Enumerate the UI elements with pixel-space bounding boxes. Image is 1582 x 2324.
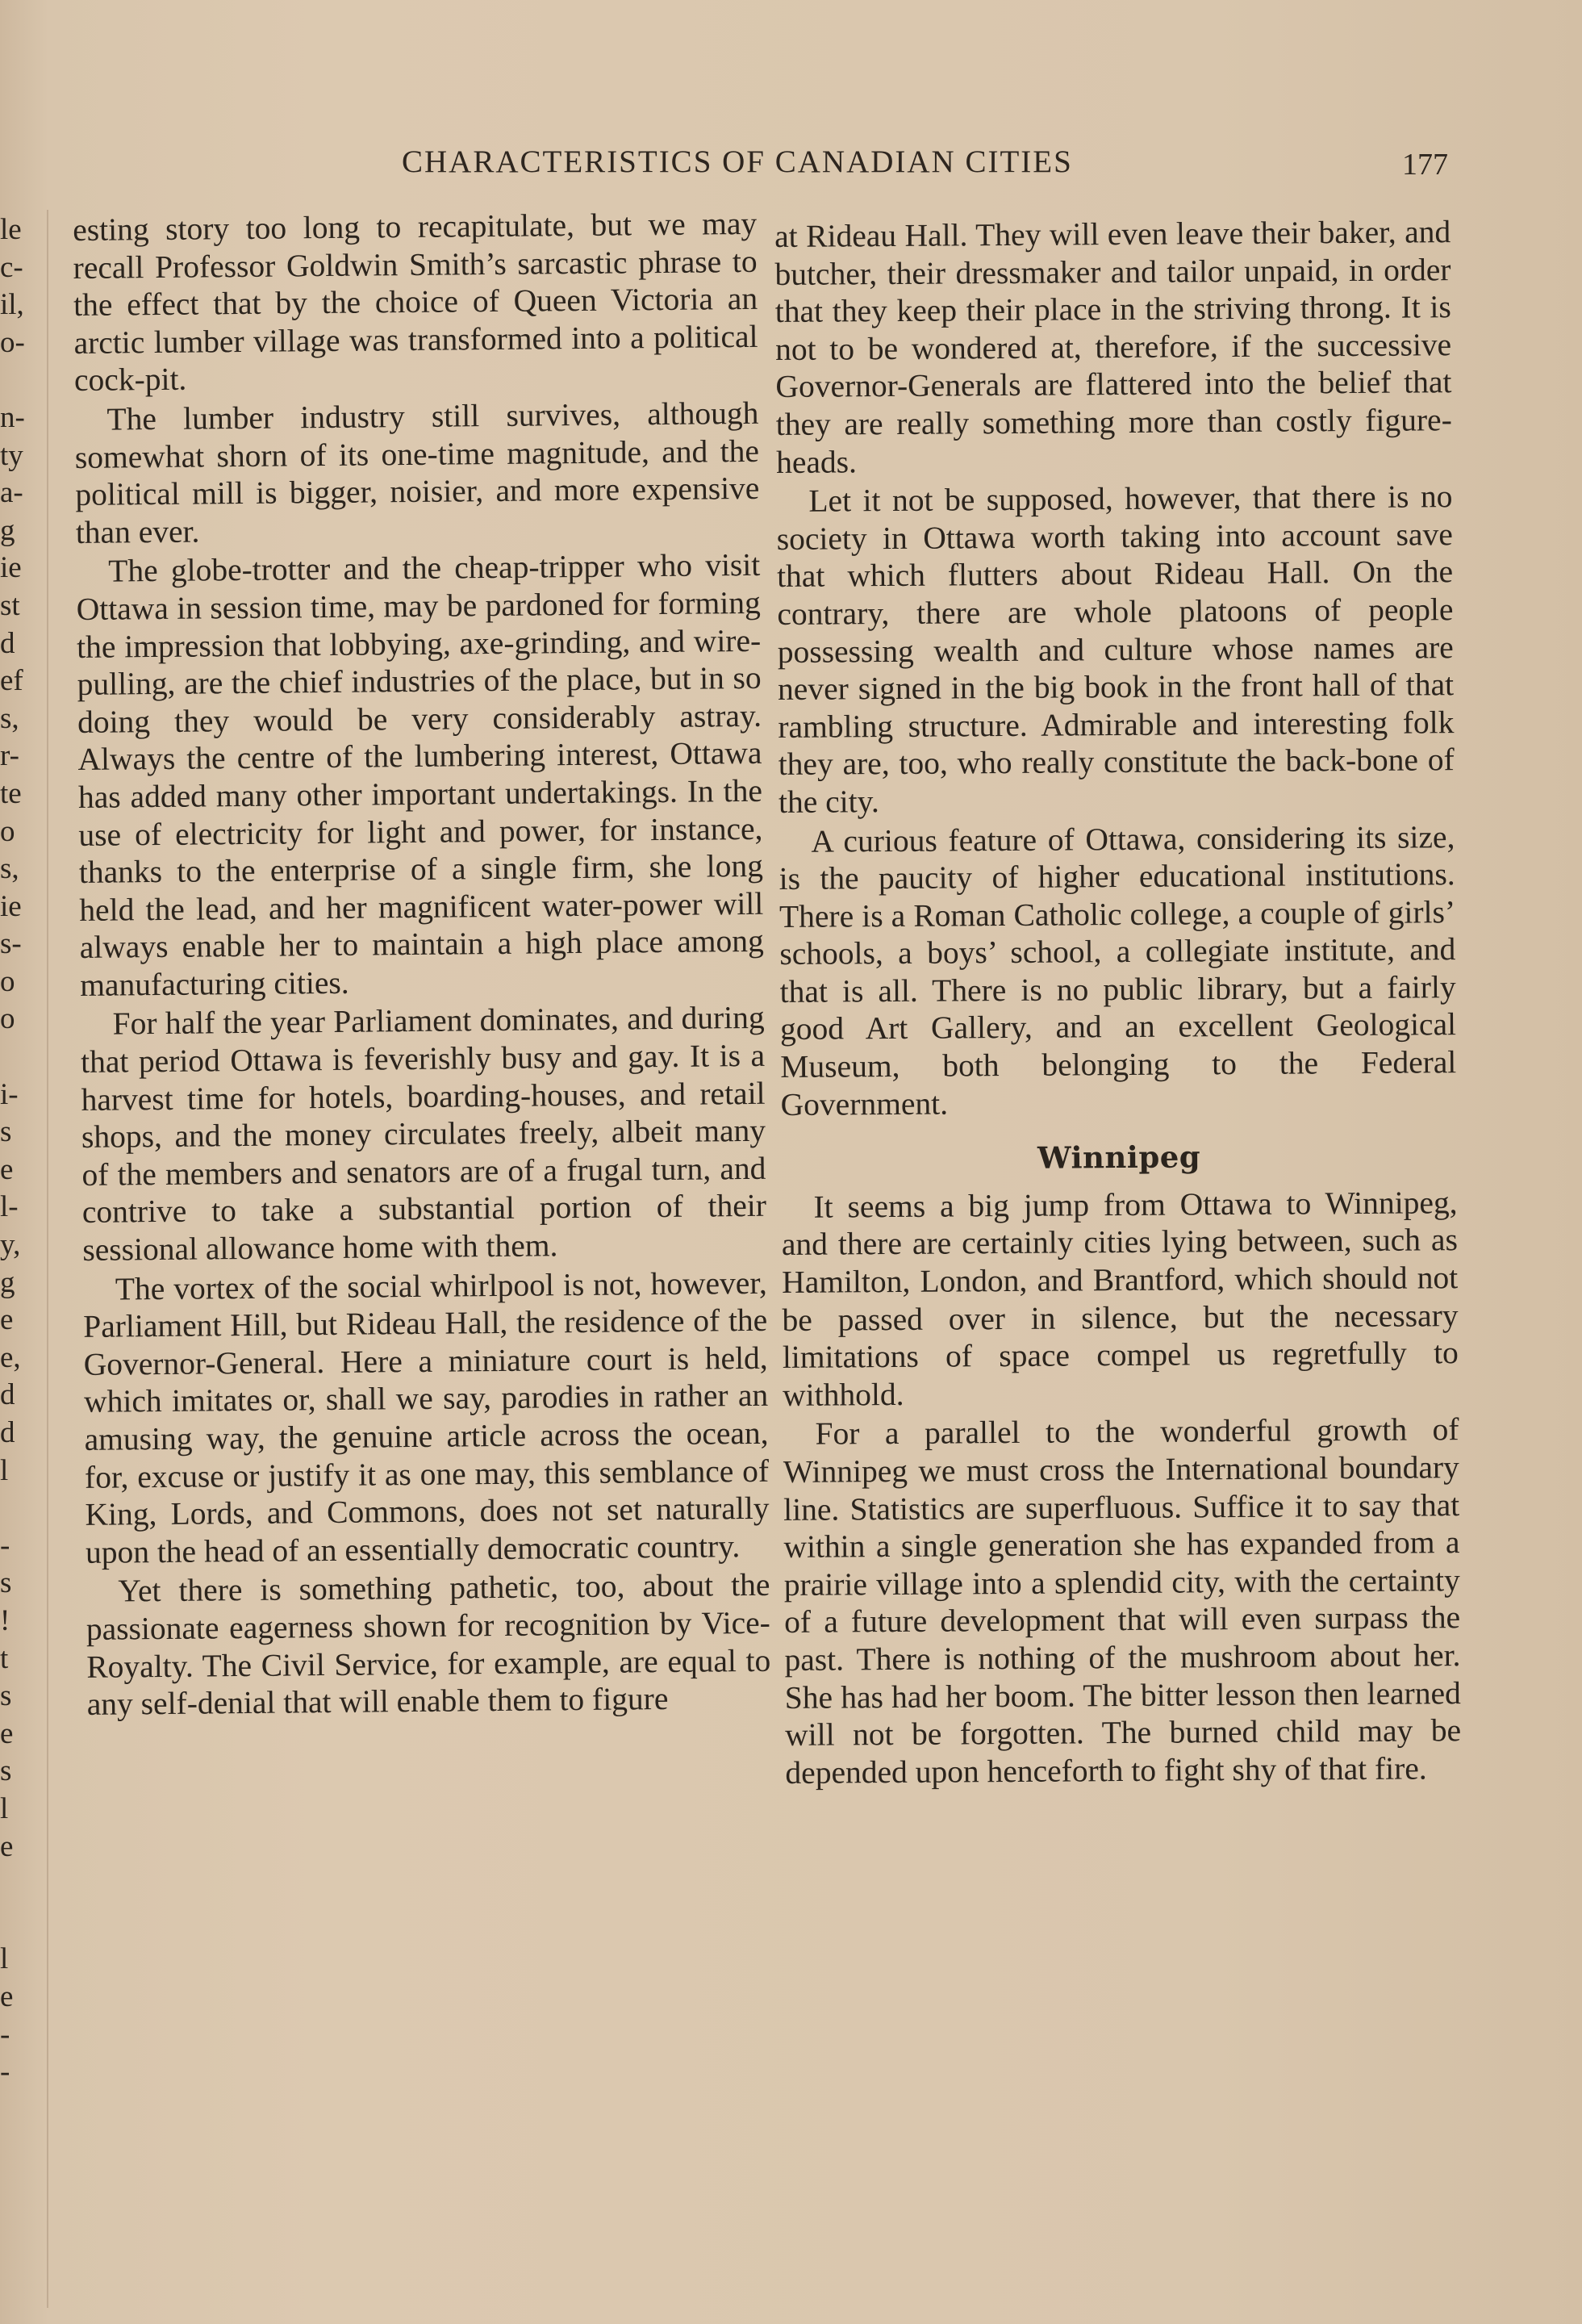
margin-fragment: te — [0, 776, 22, 810]
margin-fragment: e, — [0, 1340, 21, 1374]
margin-fragment: - — [0, 1528, 10, 1562]
margin-fragment: s — [0, 1679, 12, 1713]
margin-fragment: g — [0, 513, 15, 547]
left-paragraph-1: esting story too long to recapitulate, but we may recall Professor Goldwin Smith’s sarcastic phrase to the effect that by the choice of Queen Victoria an arctic lumber village was transformed into a political cock-pit. — [73, 205, 758, 399]
margin-fragment: e — [0, 1979, 14, 2013]
margin-fragment — [0, 1039, 34, 1076]
margin-fragment: l — [0, 1453, 9, 1487]
right-paragraph-1: at Rideau Hall. They will even leave their baker, and butcher, their dressmaker and tailor unpaid, in order that they keep their place in the striving throng. It is not to be wondered at, therefore, if the successive Governor-Generals are flattered into the belief that they are really something more than costly figure-heads. — [774, 214, 1452, 480]
margin-fragment: n- — [0, 400, 25, 434]
margin-fragment: o — [0, 1002, 15, 1036]
margin-fragment: t — [0, 1641, 9, 1675]
margin-fragment: l- — [0, 1190, 19, 1224]
left-column — [73, 205, 771, 1724]
margin-fragment: s — [0, 1115, 12, 1149]
right-column — [774, 213, 1462, 1791]
section-heading-winnipeg: Winnipeg — [1037, 1139, 1201, 1177]
left-paragraph-4: For half the year Parliament dominates, and during that period Ottawa is feverishly busy and gay. It is a harvest time for hotels, boarding-houses, and retail shops, and the money circulates freely, albeit many of the members and senators are of a frugal turn, and contrive to take a substantial portion of their sessional allowance home with them. — [80, 1000, 767, 1268]
margin-fragment — [0, 1866, 34, 1904]
margin-fragment: d — [0, 626, 15, 660]
margin-fragment: o — [0, 814, 15, 848]
previous-page-margin-fragments — [0, 211, 34, 2092]
margin-fragment: st — [0, 588, 20, 622]
margin-fragment: c- — [0, 250, 23, 284]
margin-fragment: y, — [0, 1228, 21, 1262]
margin-fragment: ef — [0, 664, 23, 698]
margin-fragment: s, — [0, 852, 19, 886]
margin-fragment: - — [0, 2055, 10, 2089]
running-title: CHARACTERISTICS OF CANADIAN CITIES — [402, 144, 1073, 179]
left-paragraph-5: The vortex of the social whirlpool is not, however, Parliament Hill, but Rideau Hall, the residence of the Governor-General. Here a miniature court is held, which imitates or, shall we say, parodies in rather an amusing way, the genuine article across the ocean, for, excuse or justify it as one may, this semblance of King, Lords, and Commons, does not set naturally upon the head of an essentially democratic country. — [83, 1264, 770, 1570]
margin-fragment: e — [0, 1152, 14, 1186]
margin-fragment: le — [0, 213, 22, 246]
margin-fragment: e — [0, 1303, 14, 1337]
right-paragraph-3: A curious feature of Ottawa, considering its size, is the paucity of higher educational institutions. There is a Roman Catholic college, a couple of girls’ schools, a boys’ school, a collegiate institute, and that is all. There is no public library, but a fairly good Art Gallery, and an excellent Geological Museum, both belonging to the Federal Government. — [778, 818, 1457, 1122]
margin-fragment: s- — [0, 927, 22, 961]
margin-fragment: r- — [0, 739, 19, 773]
margin-fragment: ie — [0, 551, 22, 585]
margin-fragment: o- — [0, 325, 25, 359]
margin-fragment — [0, 1904, 34, 1942]
right-paragraph-4: It seems a big jump from Ottawa to Winnipeg, and there are certainly cities lying between, such as Hamilton, London, and Brantford, which should not be passed over in silence, but the necessary limitations of space compel us regretfully to withhold. — [781, 1184, 1459, 1413]
margin-fragment: - — [0, 2017, 10, 2051]
margin-fragment: ie — [0, 889, 22, 923]
margin-fragment — [0, 362, 34, 399]
margin-fragment: g — [0, 1265, 15, 1299]
left-paragraph-3: The globe-trotter and the cheap-tripper who visit Ottawa in session time, may be pardoned for forming the impression that lobbying, axe-grinding, and wire-pulling, are the chief industries of the place, but in so doing they would be very considerably astray. Always the centre of the lumbering interest, Ottawa has added many other important undertakings. In the use of electricity for light and power, for instance, thanks to the enterprise of a single firm, she long held the lead, and her magnificent water-power will always enable her to maintain a high place among manufacturing cities. — [76, 547, 764, 1003]
margin-fragment: s — [0, 1754, 12, 1788]
margin-fragment: s — [0, 1566, 12, 1600]
margin-fragment: a- — [0, 476, 23, 510]
page-number: 177 — [1402, 148, 1448, 182]
left-paragraph-6: Yet there is something pathetic, too, about the passionate eagerness shown for recognition by Vice-Royalty. The Civil Service, for example, are equal to any self-denial that will enable them to figure — [86, 1567, 771, 1723]
margin-fragment: o — [0, 964, 15, 998]
margin-fragment: l — [0, 1791, 9, 1825]
margin-fragment: e — [0, 1716, 14, 1750]
right-paragraph-2: Let it not be supposed, however, that there is no society in Ottawa worth taking into account save that which flutters about Rideau Hall. On the contrary, there are whole platoons of people possessing wealth and culture whose names are never signed in the big book in the front hall of that rambling structure. Admirable and interesting folk they are, too, who really constitute the back-bone of the city. — [776, 479, 1455, 820]
margin-fragment: il, — [0, 288, 24, 322]
margin-fragment: e — [0, 1829, 14, 1863]
margin-fragment: l — [0, 1942, 9, 1976]
right-paragraph-5: For a parallel to the wonderful growth of Winnipeg we must cross the International boundary line. Statistics are superfluous. Suffice it to say that within a single generation she has expanded from a prairie village into a splendid city, with the certainty of a future development that will even surpass the past. There is nothing of the mushroom about her. She has had her boom. The bitter lesson then learned will not be forgotten. The burned child may be depended upon henceforth to fight shy of that fire. — [783, 1411, 1462, 1791]
margin-fragment: s, — [0, 701, 19, 735]
margin-fragment: i- — [0, 1077, 19, 1111]
margin-fragment: d — [0, 1416, 15, 1449]
margin-fragment — [0, 1490, 34, 1528]
margin-fragment: ty — [0, 438, 23, 472]
left-paragraph-2: The lumber industry still survives, although somewhat shorn of its one-time magnitude, and the political mill is bigger, noisier, and more expensive than ever. — [74, 395, 760, 550]
running-head — [0, 144, 1582, 189]
gutter-shadow — [47, 210, 48, 2308]
margin-fragment: ! — [0, 1603, 10, 1637]
margin-fragment: d — [0, 1378, 15, 1412]
